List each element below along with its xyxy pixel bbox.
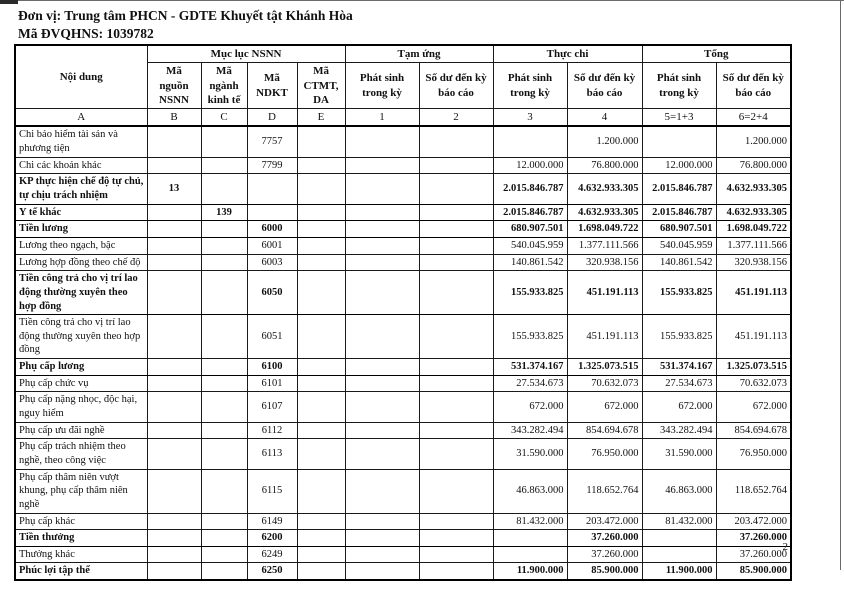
amount-cell: 4.632.933.305 [567, 204, 642, 221]
code-cell [147, 375, 201, 392]
amount-cell [419, 563, 493, 580]
amount-cell: 1.325.073.515 [567, 359, 642, 376]
amount-cell: 1.200.000 [716, 126, 791, 157]
table-row [15, 359, 791, 376]
code-cell [201, 126, 247, 157]
amount-cell: 155.933.825 [493, 271, 567, 315]
amount-cell [419, 271, 493, 315]
amount-cell [419, 254, 493, 271]
amount-cell [642, 546, 716, 563]
column-key: 4 [567, 109, 642, 127]
row-label: Phụ cấp nặng nhọc, độc hại, nguy hiểm [15, 392, 147, 422]
table-row [15, 392, 791, 422]
table-row [15, 546, 791, 563]
header-thuc-chi-so-du: Số dư đến kỳ báo cáo [567, 63, 642, 109]
amount-cell [345, 439, 419, 469]
amount-cell: 37.260.000 [716, 530, 791, 547]
page-right-edge [840, 0, 841, 570]
code-cell [147, 392, 201, 422]
amount-cell: 85.900.000 [716, 563, 791, 580]
column-key: D [247, 109, 297, 127]
code-cell [147, 359, 201, 376]
code-cell [201, 439, 247, 469]
column-key: B [147, 109, 201, 127]
code-cell [147, 422, 201, 439]
row-label: Lương theo ngạch, bậc [15, 237, 147, 254]
amount-cell: 531.374.167 [493, 359, 567, 376]
amount-cell: 11.900.000 [642, 563, 716, 580]
amount-cell: 155.933.825 [642, 315, 716, 359]
amount-cell: 680.907.501 [493, 221, 567, 238]
code-cell: 6113 [247, 439, 297, 469]
code-cell [147, 315, 201, 359]
code-cell: 139 [201, 204, 247, 221]
amount-cell [419, 204, 493, 221]
amount-cell: 37.260.000 [567, 546, 642, 563]
code-cell [201, 375, 247, 392]
column-key: 3 [493, 109, 567, 127]
row-label: Tiền công trả cho vị trí lao động thường xuyên theo hợp đồng [15, 315, 147, 359]
page-top-edge [0, 0, 844, 1]
amount-cell: 672.000 [493, 392, 567, 422]
amount-cell: 854.694.678 [567, 422, 642, 439]
code-cell [147, 157, 201, 174]
row-label: Phúc lợi tập thể [15, 563, 147, 580]
code-cell [147, 546, 201, 563]
amount-cell [345, 469, 419, 513]
row-label: Tiền thưởng [15, 530, 147, 547]
row-label: Tiền lương [15, 221, 147, 238]
amount-cell: 27.534.673 [642, 375, 716, 392]
amount-cell [345, 422, 419, 439]
header-noi-dung: Nội dung [15, 45, 147, 109]
amount-cell [419, 513, 493, 530]
code-cell [297, 422, 345, 439]
amount-cell: 343.282.494 [642, 422, 716, 439]
amount-cell: 2.015.846.787 [493, 204, 567, 221]
table-row [15, 271, 791, 315]
amount-cell [419, 359, 493, 376]
code-cell [297, 174, 345, 204]
code-cell [201, 315, 247, 359]
code-cell [297, 254, 345, 271]
code-cell: 7757 [247, 126, 297, 157]
amount-cell: 203.472.000 [716, 513, 791, 530]
amount-cell [345, 530, 419, 547]
code-cell [147, 530, 201, 547]
code-cell [297, 204, 345, 221]
table-row [15, 254, 791, 271]
amount-cell: 540.045.959 [493, 237, 567, 254]
amount-cell [419, 315, 493, 359]
amount-cell [419, 157, 493, 174]
amount-cell: 81.432.000 [642, 513, 716, 530]
amount-cell [345, 392, 419, 422]
column-key-row [15, 109, 791, 127]
amount-cell: 1.377.111.566 [716, 237, 791, 254]
amount-cell [345, 126, 419, 157]
header-tam-ung-so-du: Số dư đến kỳ báo cáo [419, 63, 493, 109]
code-cell [297, 392, 345, 422]
amount-cell: 451.191.113 [567, 271, 642, 315]
code-cell [297, 237, 345, 254]
amount-cell [419, 237, 493, 254]
table-row [15, 174, 791, 204]
amount-cell [419, 469, 493, 513]
amount-cell [419, 392, 493, 422]
amount-cell [642, 126, 716, 157]
amount-cell: 320.938.156 [716, 254, 791, 271]
amount-cell [345, 254, 419, 271]
column-key: A [15, 109, 147, 127]
amount-cell [493, 126, 567, 157]
row-label: Phụ cấp khác [15, 513, 147, 530]
row-label: Tiền công trả cho vị trí lao động thường xuyên theo hợp đồng [15, 271, 147, 315]
code-cell: 7799 [247, 157, 297, 174]
header-ma-nganh-kinh-te: Mã ngành kinh tế [201, 63, 247, 109]
code-cell [201, 271, 247, 315]
code-cell: 6000 [247, 221, 297, 238]
code-cell: 13 [147, 174, 201, 204]
code-cell: 6249 [247, 546, 297, 563]
column-key: 6=2+4 [716, 109, 791, 127]
amount-cell [345, 563, 419, 580]
page-number: 2 [782, 541, 788, 553]
document-header [18, 7, 353, 43]
amount-cell: 76.950.000 [567, 439, 642, 469]
header-group-thuc-chi: Thực chi [493, 45, 642, 63]
code-cell [201, 530, 247, 547]
header-tong-so-du: Số dư đến kỳ báo cáo [716, 63, 791, 109]
code-cell [201, 546, 247, 563]
code-cell [147, 254, 201, 271]
code-cell: 6003 [247, 254, 297, 271]
amount-cell: 2.015.846.787 [642, 174, 716, 204]
code-cell [201, 359, 247, 376]
amount-cell [345, 174, 419, 204]
header-ma-ndkt: Mã NDKT [247, 63, 297, 109]
code-cell [297, 469, 345, 513]
code-cell [297, 359, 345, 376]
amount-cell: 2.015.846.787 [642, 204, 716, 221]
row-label: Chi bảo hiểm tài sản và phương tiện [15, 126, 147, 157]
amount-cell: 2.015.846.787 [493, 174, 567, 204]
amount-cell: 155.933.825 [642, 271, 716, 315]
amount-cell: 320.938.156 [567, 254, 642, 271]
amount-cell: 37.260.000 [567, 530, 642, 547]
header-tong-phat-sinh: Phát sinh trong kỳ [642, 63, 716, 109]
code-cell [147, 439, 201, 469]
code-cell [297, 530, 345, 547]
amount-cell: 140.861.542 [493, 254, 567, 271]
code-cell: 6051 [247, 315, 297, 359]
amount-cell: 1.698.049.722 [567, 221, 642, 238]
table-row [15, 315, 791, 359]
table-row [15, 469, 791, 513]
table-row [15, 513, 791, 530]
code-cell [297, 271, 345, 315]
amount-cell: 76.800.000 [716, 157, 791, 174]
code-cell [147, 221, 201, 238]
amount-cell [345, 271, 419, 315]
amount-cell [419, 221, 493, 238]
table-row [15, 375, 791, 392]
header-thuc-chi-phat-sinh: Phát sinh trong kỳ [493, 63, 567, 109]
amount-cell: 118.652.764 [716, 469, 791, 513]
amount-cell: 672.000 [716, 392, 791, 422]
amount-cell: 31.590.000 [642, 439, 716, 469]
code-cell: 6115 [247, 469, 297, 513]
table-row [15, 563, 791, 580]
code-cell [201, 254, 247, 271]
amount-cell: 1.698.049.722 [716, 221, 791, 238]
amount-cell [419, 126, 493, 157]
amount-cell: 155.933.825 [493, 315, 567, 359]
amount-cell: 4.632.933.305 [567, 174, 642, 204]
header-group-tam-ung: Tạm ứng [345, 45, 493, 63]
code-cell [147, 513, 201, 530]
amount-cell: 672.000 [567, 392, 642, 422]
amount-cell: 76.800.000 [567, 157, 642, 174]
amount-cell [345, 157, 419, 174]
code-cell [297, 439, 345, 469]
amount-cell [345, 513, 419, 530]
amount-cell: 854.694.678 [716, 422, 791, 439]
code-cell [201, 513, 247, 530]
budget-table [14, 44, 792, 581]
code-cell: 6200 [247, 530, 297, 547]
amount-cell: 70.632.073 [716, 375, 791, 392]
code-cell [297, 546, 345, 563]
code-cell [147, 204, 201, 221]
amount-cell: 4.632.933.305 [716, 174, 791, 204]
code-cell: 6107 [247, 392, 297, 422]
row-label: Phụ cấp ưu đãi nghề [15, 422, 147, 439]
amount-cell [345, 237, 419, 254]
code-cell [201, 422, 247, 439]
column-key: 2 [419, 109, 493, 127]
code-cell [147, 126, 201, 157]
amount-cell: 27.534.673 [493, 375, 567, 392]
code-cell [297, 315, 345, 359]
amount-cell [642, 530, 716, 547]
code-cell [147, 271, 201, 315]
amount-cell [419, 174, 493, 204]
header-tam-ung-phat-sinh: Phát sinh trong kỳ [345, 63, 419, 109]
amount-cell [419, 439, 493, 469]
amount-cell: 203.472.000 [567, 513, 642, 530]
amount-cell: 140.861.542 [642, 254, 716, 271]
amount-cell: 46.863.000 [642, 469, 716, 513]
amount-cell: 46.863.000 [493, 469, 567, 513]
code-cell [147, 469, 201, 513]
table-row [15, 157, 791, 174]
unit-line: Đơn vị: Trung tâm PHCN - GDTE Khuyết tật Khánh Hòa [18, 8, 353, 23]
amount-cell [345, 221, 419, 238]
amount-cell: 12.000.000 [493, 157, 567, 174]
code-cell [297, 563, 345, 580]
header-ma-nguon-nsnn: Mã nguồn NSNN [147, 63, 201, 109]
table-row [15, 221, 791, 238]
code-cell [297, 221, 345, 238]
table-row [15, 237, 791, 254]
table-row [15, 126, 791, 157]
code-cell [247, 174, 297, 204]
code-cell [201, 392, 247, 422]
amount-cell: 1.200.000 [567, 126, 642, 157]
amount-cell: 76.950.000 [716, 439, 791, 469]
amount-cell: 81.432.000 [493, 513, 567, 530]
column-key: 1 [345, 109, 419, 127]
code-cell: 6149 [247, 513, 297, 530]
amount-cell [345, 546, 419, 563]
amount-cell: 31.590.000 [493, 439, 567, 469]
code-cell [201, 469, 247, 513]
amount-cell: 672.000 [642, 392, 716, 422]
header-group-tong: Tổng [642, 45, 791, 63]
code-cell [201, 157, 247, 174]
amount-cell [345, 315, 419, 359]
row-label: Phụ cấp trách nhiệm theo nghề, theo công việc [15, 439, 147, 469]
amount-cell [493, 546, 567, 563]
code-cell: 6050 [247, 271, 297, 315]
amount-cell: 343.282.494 [493, 422, 567, 439]
amount-cell [493, 530, 567, 547]
code-cell: 6001 [247, 237, 297, 254]
table-row [15, 204, 791, 221]
code-cell: 6250 [247, 563, 297, 580]
page-top-edge-accent [0, 0, 18, 4]
code-cell: 6112 [247, 422, 297, 439]
unit-code-line: Mã ĐVQHNS: 1039782 [18, 26, 154, 41]
amount-cell: 680.907.501 [642, 221, 716, 238]
amount-cell: 12.000.000 [642, 157, 716, 174]
code-cell [297, 513, 345, 530]
amount-cell: 85.900.000 [567, 563, 642, 580]
code-cell [201, 221, 247, 238]
amount-cell [345, 375, 419, 392]
amount-cell: 118.652.764 [567, 469, 642, 513]
code-cell [201, 237, 247, 254]
amount-cell: 70.632.073 [567, 375, 642, 392]
code-cell [297, 375, 345, 392]
amount-cell [345, 359, 419, 376]
code-cell [147, 237, 201, 254]
header-ma-ctmt-da: Mã CTMT, DA [297, 63, 345, 109]
row-label: Lương hợp đồng theo chế độ [15, 254, 147, 271]
row-label: Chi các khoản khác [15, 157, 147, 174]
amount-cell: 451.191.113 [716, 271, 791, 315]
amount-cell [419, 546, 493, 563]
table-row [15, 422, 791, 439]
row-label: Phụ cấp chức vụ [15, 375, 147, 392]
code-cell [201, 174, 247, 204]
table-row [15, 439, 791, 469]
amount-cell [419, 530, 493, 547]
code-cell: 6100 [247, 359, 297, 376]
code-cell [147, 563, 201, 580]
amount-cell [419, 375, 493, 392]
amount-cell: 11.900.000 [493, 563, 567, 580]
table-header [15, 45, 791, 126]
header-group-muc-luc-nsnn: Mục lục NSNN [147, 45, 345, 63]
row-label: KP thực hiện chế độ tự chủ, tự chịu trách nhiệm [15, 174, 147, 204]
table-row [15, 530, 791, 547]
amount-cell: 531.374.167 [642, 359, 716, 376]
code-cell [297, 157, 345, 174]
code-cell [297, 126, 345, 157]
amount-cell: 37.260.000 [716, 546, 791, 563]
amount-cell [345, 204, 419, 221]
code-cell [201, 563, 247, 580]
column-key: 5=1+3 [642, 109, 716, 127]
amount-cell: 540.045.959 [642, 237, 716, 254]
code-cell: 6101 [247, 375, 297, 392]
amount-cell: 451.191.113 [716, 315, 791, 359]
row-label: Phụ cấp lương [15, 359, 147, 376]
amount-cell [419, 422, 493, 439]
row-label: Phụ cấp thâm niên vượt khung, phụ cấp thâm niên nghề [15, 469, 147, 513]
code-cell [247, 204, 297, 221]
column-key: E [297, 109, 345, 127]
row-label: Y tế khác [15, 204, 147, 221]
column-key: C [201, 109, 247, 127]
amount-cell: 4.632.933.305 [716, 204, 791, 221]
row-label: Thưởng khác [15, 546, 147, 563]
table-body [15, 126, 791, 580]
amount-cell: 1.325.073.515 [716, 359, 791, 376]
amount-cell: 451.191.113 [567, 315, 642, 359]
amount-cell: 1.377.111.566 [567, 237, 642, 254]
